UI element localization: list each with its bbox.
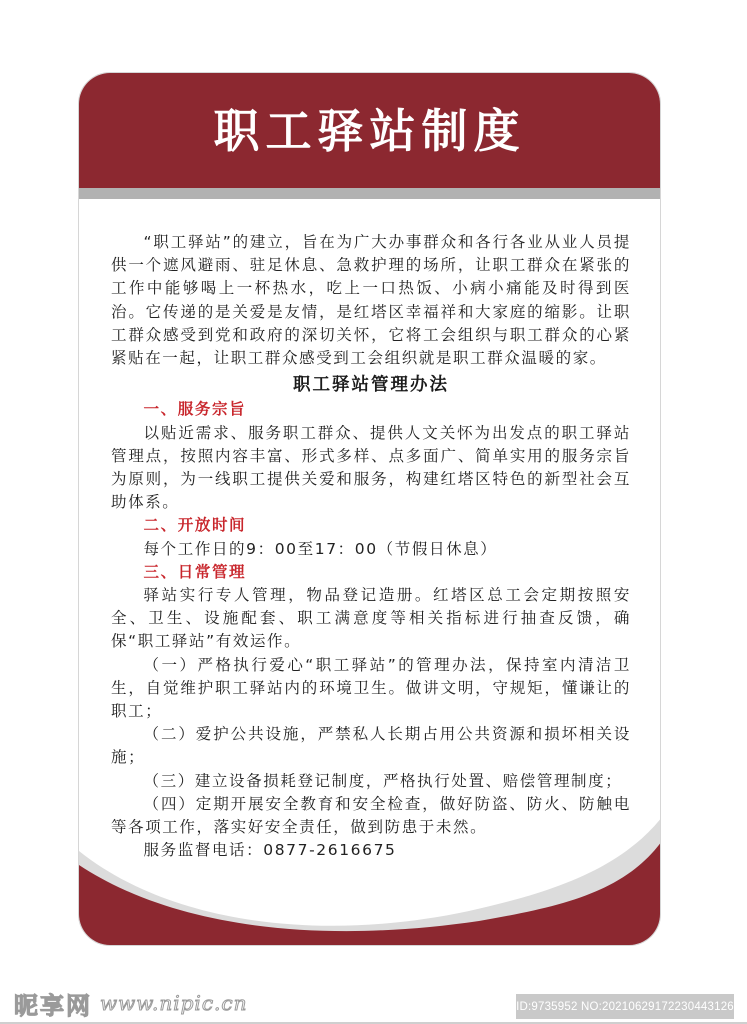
rule-item-4: （四）定期开展安全教育和安全检查，做好防盗、防火、防触电等各项工作，落实好安全责任，做到防患于未然。 [111,794,631,837]
intro-paragraph: “职工驿站”的建立，旨在为广大办事群众和各行各业从业人员提供一个遮风避雨、驻足休息、急救护理的场所，让职工群众在紧张的工作中能够喝上一杯热水，吃上一口热饭、小病小痛能及时得到医治。它传递的是关爱是友情，是红塔区幸福祥和大家庭的缩影。让职工群众感受到党和政府的深切关怀，它将工会组织与职工群众的心紧紧贴在一起，让职工群众感受到工会组织就是职工群众温暖的家。 [111,233,631,368]
regulation-poster [78,72,661,946]
section-paragraph: 驿站实行专人管理，物品登记造册。红塔区总工会定期按照安全、卫生、设施配套、职工满意度等相关指标进行抽查反馈，确保“职工驿站”有效运作。 [111,586,631,651]
section-heading-service-purpose: 一、服务宗旨 [143,400,247,419]
management-subtitle: 职工驿站管理办法 [293,375,449,396]
section-heading-daily-management: 三、日常管理 [143,562,247,581]
watermark-id-badge: ID:9735952 NO:20210629172230443126 [516,994,734,1019]
watermark-logo [14,989,248,1020]
section-heading-opening-hours: 二、开放时间 [143,516,247,535]
rule-item-3: （三）建立设备损耗登记制度，严格执行处置、赔偿管理制度； [143,771,623,790]
section-paragraph: 以贴近需求、服务职工群众、提供人文关怀为出发点的职工驿站管理点，按照内容丰富、形式多样、点多面广、简单实用的服务宗旨为原则，为一线职工提供关爱和服务，构建红塔区特色的新型社会互助体系。 [111,423,631,512]
poster-content [111,231,631,862]
watermark-url: www.nipic.cn [100,991,248,1015]
poster-title: 职工驿站制度 [213,103,526,158]
poster-header [79,73,660,188]
rule-item-1: （一）严格执行爱心“职工驿站”的管理办法，保持室内清洁卫生，自觉维护职工驿站内的环境卫生。做讲文明，守规矩，懂谦让的职工； [111,655,631,721]
rule-item-2: （二）爱护公共设施，严禁私人长期占用公共资源和损坏相关设施； [111,725,631,767]
watermark-logo-cn: 昵享网 [14,990,92,1020]
supervision-phone: 服务监督电话：0877-2616675 [143,841,397,860]
section-paragraph: 每个工作日的9：00至17：00（节假日休息） [143,539,498,558]
header-gray-band [79,188,660,199]
